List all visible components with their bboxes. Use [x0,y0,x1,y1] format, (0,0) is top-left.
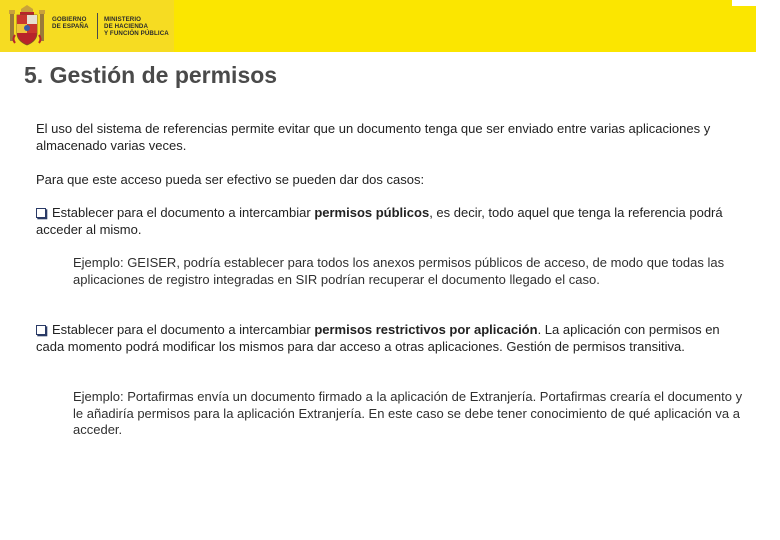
case1-text-post: , es decir, todo aquel que tenga la referencia podrá acceder al mismo. [36,205,723,237]
header-notch [732,0,756,6]
government-name: GOBIERNO DE ESPAÑA [52,16,89,30]
ministry-name: MINISTERIO DE HACIENDA Y FUNCIÓN PÚBLICA [104,16,169,37]
header-band-right [174,0,756,52]
case-public-permissions [36,205,748,238]
case-restrictive-permissions [36,322,748,355]
case2-text-bold: permisos restrictivos por aplicación [314,322,538,337]
header-band [0,0,756,52]
intro-paragraph: El uso del sistema de referencias permite evitar que un documento tenga que ser enviado entre varias aplicaciones y almacenado varias veces. [36,121,711,153]
case1-text-pre: Establecer para el documento a intercambiar [52,205,315,220]
case2-text-post: . La aplicación con permisos en cada momento podrá modificar los mismos para dar acceso a otras aplicaciones. Gestión de permisos transitiva. [36,322,720,354]
checkbox-bullet-icon [36,325,46,335]
cases-intro-paragraph: Para que este acceso pueda ser efectivo se pueden dar dos casos: [36,172,425,187]
example-geiser: Ejemplo: GEISER, podría establecer para todos los anexos permisos públicos de acceso, de modo que todas las aplicaciones de registro integradas en SIR podrían recuperar el documento llegado el caso. [73,255,725,287]
header-divider [97,13,98,39]
page-title: 5. Gestión de permisos [24,62,278,88]
case1-text-bold: permisos públicos [314,205,430,220]
checkbox-bullet-icon [36,208,46,218]
example-portafirmas: Ejemplo: Portafirmas envía un documento firmado a la aplicación de Extranjería. Portafirmas crearía el documento y le añadiría permisos para la aplicación Extranjería. En este caso se debe tener conocimiento de qué aplicación va a acceder. [73,389,743,437]
case2-text-pre: Establecer para el documento a intercambiar [52,322,315,337]
coat-of-arms-icon [9,5,45,47]
